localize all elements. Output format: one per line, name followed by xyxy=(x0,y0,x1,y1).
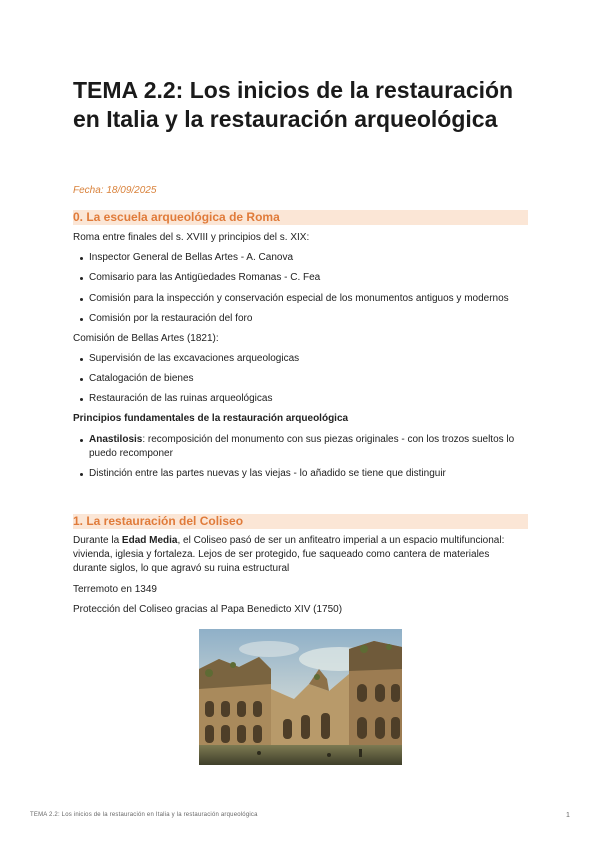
section-heading-0: 0. La escuela arqueológica de Roma xyxy=(73,210,528,225)
anastilosis-text-2: puedo recomponer xyxy=(89,448,173,459)
list-item: Distinción entre las partes nuevas y las viejas - lo añadido se tiene que distinguir xyxy=(80,467,528,481)
colosseum-painting-image xyxy=(199,629,402,765)
section-heading-1: 1. La restauración del Coliseo xyxy=(73,514,528,529)
section0-intro-2: Comisión de Bellas Artes (1821): xyxy=(73,333,219,344)
edad-media-term: Edad Media xyxy=(121,535,178,546)
list-item: Comisión para la inspección y conservación especial de los monumentos antiguos y modernos xyxy=(80,292,528,306)
bullet-icon xyxy=(80,318,83,321)
bullet-icon xyxy=(80,298,83,301)
principles-heading: Principios fundamentales de la restauración arqueológica xyxy=(73,413,349,424)
bullet-icon xyxy=(80,473,83,476)
list-item: Comisario para las Antigüedades Romanas - C. Fea xyxy=(80,271,528,285)
anastilosis-text-1: : recomposición del monumento con sus piezas originales - con los trozos sueltos lo xyxy=(142,434,515,445)
bullet-icon xyxy=(80,439,83,442)
list-item: Restauración de las ruinas arqueológicas xyxy=(80,392,528,406)
bullet-icon xyxy=(80,378,83,381)
page-title: TEMA 2.2: Los inicios de la restauración en Italia y la restauración arqueológica xyxy=(73,77,514,132)
list-item: Inspector General de Bellas Artes - A. Canova xyxy=(80,251,528,265)
earthquake-line: Terremoto en 1349 xyxy=(73,584,157,595)
coliseo-paragraph: Durante la Edad Media, el Coliseo pasó de ser un anfiteatro imperial a un espacio multifuncional: vivienda, iglesia y fortaleza. Lejos de ser protegido, fue saqueado como cantera de materiales durante siglos, lo que agravó su ruina estructural xyxy=(73,535,505,574)
document-date: Fecha: 18/09/2025 xyxy=(73,185,157,196)
list-item: Supervisión de las excavaciones arqueologicas xyxy=(80,352,528,366)
footer-title: TEMA 2.2: Los inicios de la restauración en Italia y la restauración arqueológica xyxy=(30,812,258,818)
anastilosis-term: Anastilosis xyxy=(89,434,143,445)
section0-intro-1: Roma entre finales del s. XVIII y principios del s. XIX: xyxy=(73,232,310,243)
list-item: Comisión por la restauración del foro xyxy=(80,312,528,326)
bullet-icon xyxy=(80,277,83,280)
list-item: Catalogación de bienes xyxy=(80,372,528,386)
bullet-icon xyxy=(80,398,83,401)
bullet-icon xyxy=(80,358,83,361)
bullet-icon xyxy=(80,257,83,260)
protection-line: Protección del Coliseo gracias al Papa Benedicto XIV (1750) xyxy=(73,604,343,615)
list-item-anastilosis xyxy=(80,433,528,461)
page-number: 1 xyxy=(566,812,570,819)
